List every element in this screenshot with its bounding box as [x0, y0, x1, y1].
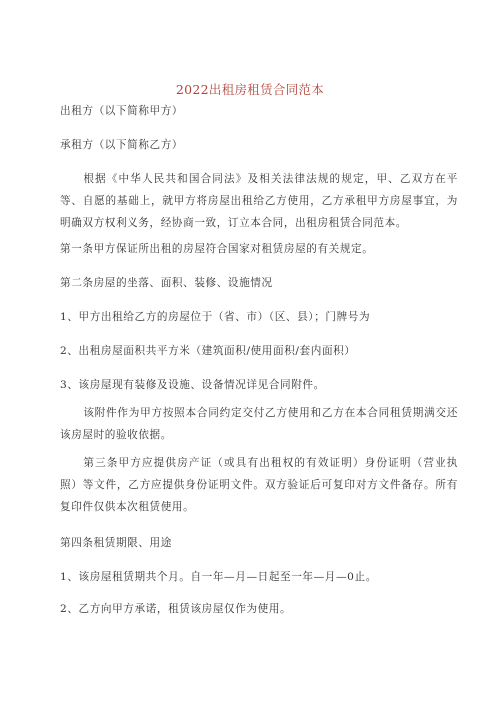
page-title: 2022出租房租赁合同范本 [175, 82, 325, 97]
paragraph-term-2: 2、乙方向甲方承诺，租赁该房屋仅作为使用。 [60, 603, 292, 615]
paragraph-item-2: 2、出租房屋面积共平方米（建筑面积/使用面积/套内面积） [60, 345, 356, 357]
paragraph-lessor: 出租方（以下简称甲方） [60, 105, 184, 117]
paragraph-preamble: 根据《中华人民共和国合同法》及相关法律法规的规定，甲、乙双方在平等、自愿的基础上，就甲方将房屋出租给乙方使用，乙方承租甲方房屋事宜，为明确双方权利义务，经协商一致，订立本合同，出租房租赁合同范本。 [60, 173, 458, 229]
paragraph-lessee: 承租方（以下简称乙方） [60, 139, 184, 151]
paragraph-item-1: 1、甲方出租给乙方的房屋位于（省、市）（区、县）；门牌号为 [60, 311, 371, 323]
paragraph-article-2: 第二条房屋的坐落、面积、装修、设施情况 [60, 277, 273, 289]
paragraph-article-4: 第四条租赁期限、用途 [60, 537, 172, 549]
paragraph-item-3: 3、该房屋现有装修及设施、设备情况详见合同附件。 [60, 379, 325, 391]
paragraph-article-1: 第一条甲方保证所出租的房屋符合国家对租赁房屋的有关规定。 [60, 243, 374, 255]
paragraph-term-1: 1、该房屋租赁期共个月。自一年—月—日起至一年—月—0止。 [60, 571, 377, 583]
paragraph-article-3: 第三条甲方应提供房产证（或具有出租权的有效证明）身份证明（营业执照）等文件，乙方应提供身份证明文件。双方验证后可复印对方文件备存。所有复印件仅供本次租赁使用。 [60, 457, 458, 513]
paragraph-attachment-note: 该附件作为甲方按照本合同约定交付乙方使用和乙方在本合同租赁期满交还该房屋时的验收依据。 [60, 407, 458, 441]
